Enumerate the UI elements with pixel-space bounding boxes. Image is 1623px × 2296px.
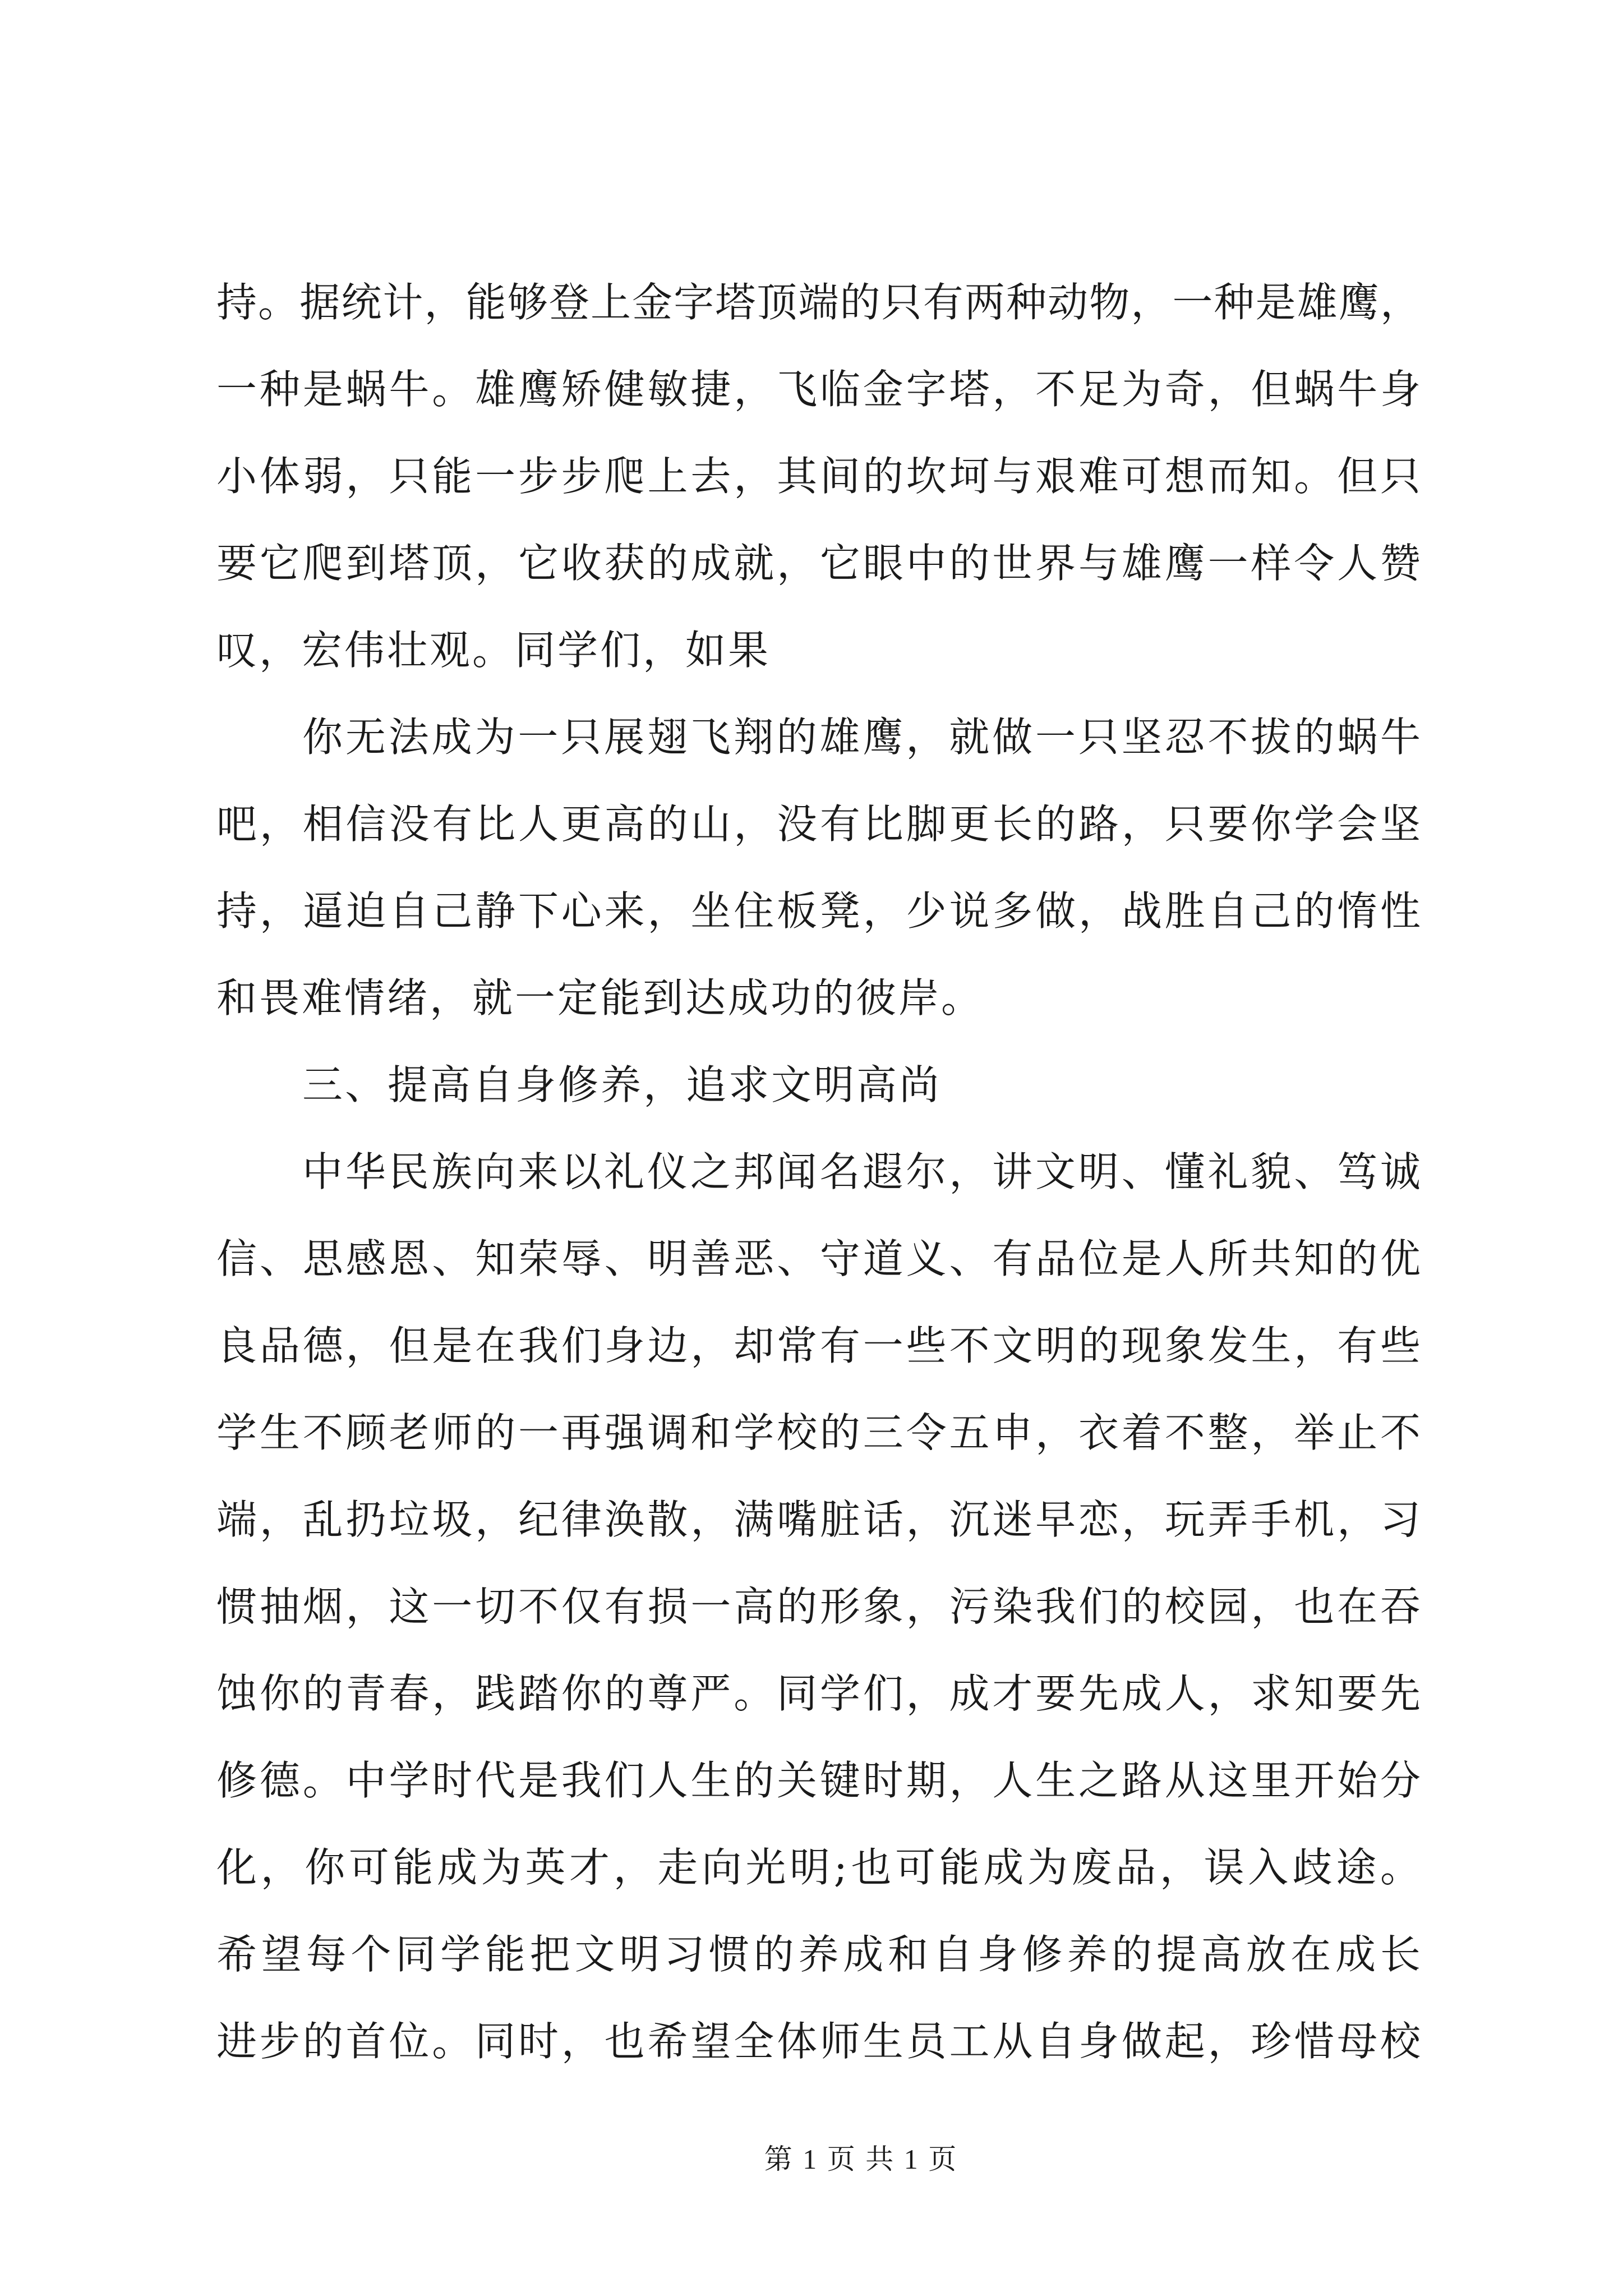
text-line: 希望每个同学能把文明习惯的养成和自身修养的提高放在成长 xyxy=(216,1931,1421,1978)
text-line: 端，乱扔垃圾，纪律涣散，满嘴脏话，沉迷早恋，玩弄手机，习 xyxy=(216,1496,1421,1543)
text-line: 一种是蜗牛。雄鹰矫健敏捷，飞临金字塔，不足为奇，但蜗牛身 xyxy=(216,366,1421,413)
section-heading xyxy=(216,1042,1421,1129)
text-line: 你无法成为一只展翅飞翔的雄鹰，就做一只坚忍不拔的蜗牛 xyxy=(302,714,1421,761)
body-paragraph xyxy=(216,259,1421,694)
text-line: 修德。中学时代是我们人生的关键时期，人生之路从这里开始分 xyxy=(216,1757,1421,1804)
text-line: 信、思感恩、知荣辱、明善恶、守道义、有品位是人所共知的优 xyxy=(216,1235,1421,1282)
text-line: 持。据统计，能够登上金字塔顶端的只有两种动物，一种是雄鹰， xyxy=(216,279,1421,326)
text-line: 持，逼迫自己静下心来，坐住板凳，少说多做，战胜自己的惰性 xyxy=(216,887,1421,935)
text-line: 学生不顾老师的一再强调和学校的三令五申，衣着不整，举止不 xyxy=(216,1409,1421,1456)
text-line: 进步的首位。同时，也希望全体师生员工从自身做起，珍惜母校 xyxy=(216,2018,1421,2065)
text-line: 小体弱，只能一步步爬上去，其间的坎坷与艰难可想而知。但只 xyxy=(216,453,1421,500)
text-line: 良品德，但是在我们身边，却常有一些不文明的现象发生，有些 xyxy=(216,1322,1421,1369)
section-heading-text: 三、提高自身修养，追求文明高尚 xyxy=(302,1061,942,1108)
body-text xyxy=(216,259,1421,2085)
body-paragraph xyxy=(216,694,1421,1042)
page-footer: 第 1 页 共 1 页 xyxy=(764,2143,957,2175)
text-line: 吧，相信没有比人更高的山，没有比脚更长的路，只要你学会坚 xyxy=(216,800,1421,848)
text-line: 和畏难情绪，就一定能到达成功的彼岸。 xyxy=(216,974,984,1022)
text-line: 惯抽烟，这一切不仅有损一高的形象，污染我们的校园，也在吞 xyxy=(216,1583,1421,1630)
text-line: 蚀你的青春，践踏你的尊严。同学们，成才要先成人，求知要先 xyxy=(216,1670,1421,1717)
text-line: 中华民族向来以礼仪之邦闻名遐尔，讲文明、懂礼貌、笃诚 xyxy=(302,1148,1421,1195)
text-line: 叹，宏伟壮观。同学们，如果 xyxy=(216,627,771,674)
text-line: 要它爬到塔顶，它收获的成就，它眼中的世界与雄鹰一样令人赞 xyxy=(216,540,1421,587)
text-line: 化，你可能成为英才，走向光明;也可能成为废品，误入歧途。 xyxy=(216,1844,1421,1891)
body-paragraph xyxy=(216,1129,1421,2085)
